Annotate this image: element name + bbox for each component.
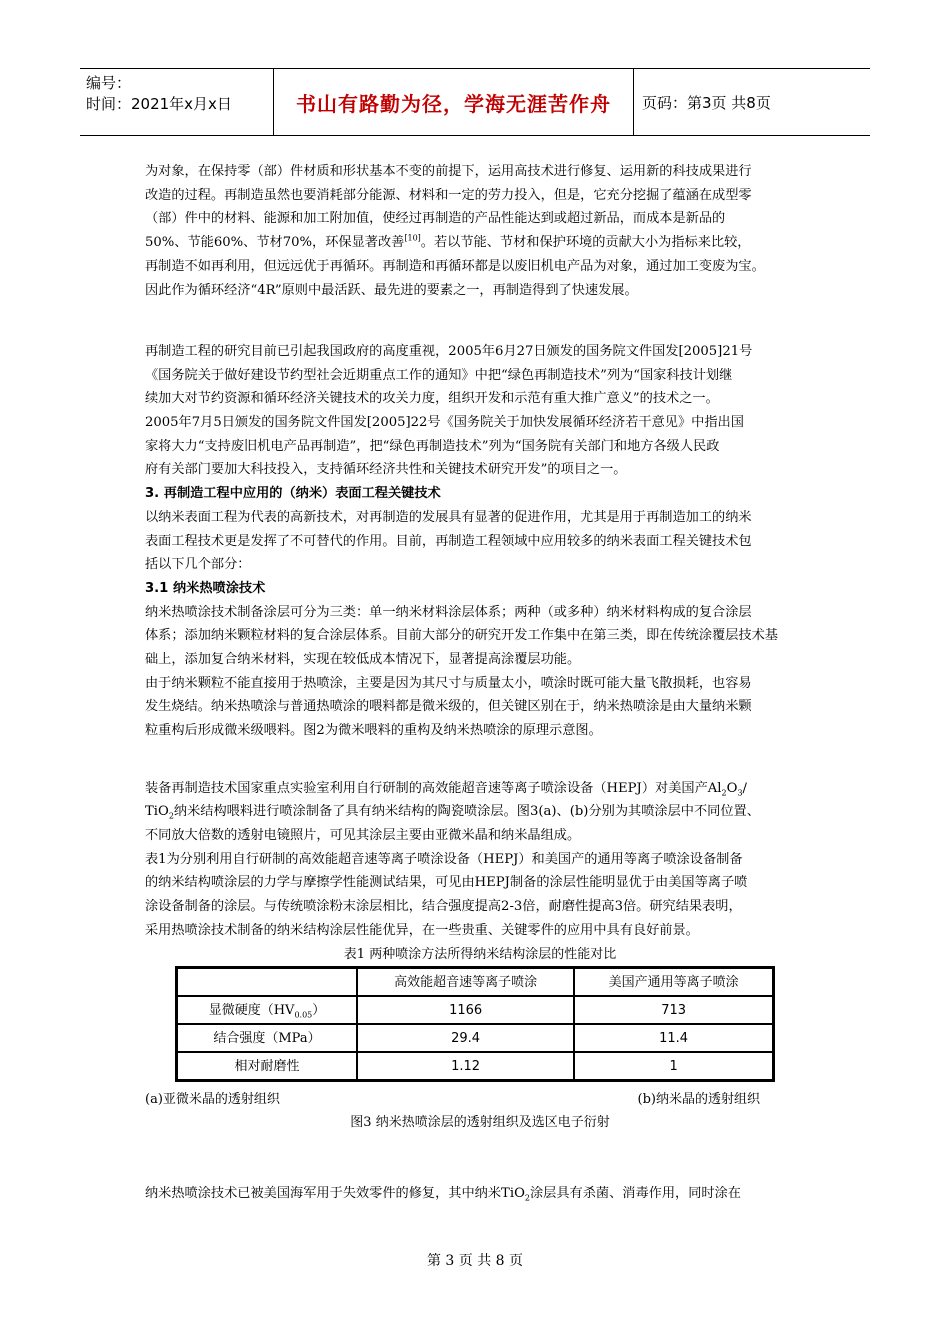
text-line: 续加大对节约资源和循环经济关键技术的攻关力度，组织开发和示范有重大推广意义”的技术之一。 <box>145 391 719 407</box>
text-line: 因此作为循环经济“4R”原则中最活跃、最先进的要素之一，再制造得到了快速发展。 <box>145 282 638 298</box>
table-row-label: 显微硬度$(HV_{0.05})$ <box>177 996 357 1024</box>
text-line: 家将大力“支持废旧机电产品再制造”，把“绿色再制造技术”列为“国务院有关部门和地方各级人民政 <box>145 438 720 454</box>
paragraph-navy-application <box>145 1182 815 1206</box>
table-header-cell: 高效能超音速等离子喷涂 <box>357 968 574 996</box>
text-line: 再制造工程的研究目前已引起我国政府的高度重视，2005年6月27日颁发的国务院文件国发[2005]21号 <box>145 343 753 359</box>
text-line: 纳米热喷涂技术已被美国海军用于失效零件的修复，其中纳米TiO$_2$涂层具有杀菌、消毒作用，同时涂在 <box>145 1186 741 1204</box>
text-line: 表面工程技术更是发挥了不可替代的作用。目前，再制造工程领域中应用较多的纳米表面工程关键技术包 <box>145 533 752 549</box>
text-line: 础上，添加复合纳米材料，实现在较低成本情况下，显著提高涂覆层功能。 <box>145 652 581 668</box>
paragraph-government-policy <box>145 340 815 482</box>
text-line: 粒重构后形成微米级喂料。图2为微米喂料的重构及纳米热喷涂的原理示意图。 <box>145 723 602 739</box>
text-line: 纳米热喷涂技术制备涂层可分为三类：单一纳米材料涂层体系；两种（或多种）纳米材料构成的复合涂层 <box>145 604 752 620</box>
table-row-label: 结合强度（MPa） <box>177 1024 357 1052</box>
figure-subcaption-b: (b)纳米晶的透射组织 <box>637 1092 760 1108</box>
text-line: 装备再制造技术国家重点实验室利用自行研制的高效能超音速等离子喷涂设备（HEPJ）对美国产$Al_2O_3/$ <box>145 780 747 798</box>
text-line: 括以下几个部分： <box>145 557 251 573</box>
page-footer: 第 3 页 共 8 页 <box>426 1253 524 1269</box>
text-line: 表1为分别利用自行研制的高效能超音速等离子喷涂设备（HEPJ）和美国产的通用等离子喷涂设备制备 <box>145 851 743 867</box>
text-line: 的纳米结构喷涂层的力学与摩擦学性能测试结果，可见由HEPJ制备的涂层性能明显优于由美国等离子喷 <box>145 875 748 891</box>
section-heading-3-1: 3.1 纳米热喷涂技术 <box>145 580 266 596</box>
text-line: 2005年7月5日颁发的国务院文件国发[2005]22号《国务院关于加快发展循环经济若干意见》中指出国 <box>145 415 744 431</box>
table-cell: 713 <box>574 996 773 1024</box>
document-number-label: 编号： <box>86 74 132 92</box>
text-line: 50%、节能60%、节材70%，环保显著改善[10]。若以节能、节材和保护环境的贡献大小为指标来比较， <box>145 233 751 251</box>
table-header-cell <box>177 968 357 996</box>
table-row <box>177 1052 773 1080</box>
text-line: 由于纳米颗粒不能直接用于热喷涂，主要是因为其尺寸与质量太小，喷涂时既可能大量飞散损耗，也容易 <box>145 675 752 691</box>
header-page-number: 页码：第3页 共8页 <box>642 93 771 112</box>
header-motto: 书山有路勤为径，学海无涯苦作舟 <box>274 69 634 135</box>
table-cell: 1.12 <box>357 1052 574 1080</box>
table-header-cell: 美国产通用等离子喷涂 <box>574 968 773 996</box>
paragraph-nano-thermal-spray <box>145 601 815 743</box>
text-line: 为对象，在保持零（部）件材质和形状基本不变的前提下，运用高技术进行修复、运用新的科技成果进行 <box>145 164 752 179</box>
table-row <box>177 996 773 1024</box>
document-time-label: 时间：2021年x月x日 <box>86 95 232 113</box>
page-header <box>80 68 870 136</box>
table-cell: 11.4 <box>574 1024 773 1052</box>
document-body <box>145 160 815 1206</box>
header-meta <box>80 69 274 135</box>
figure-subcaptions <box>145 1088 815 1112</box>
table-cell: 1166 <box>357 996 574 1024</box>
citation-ref: [10] <box>404 233 421 243</box>
table-cell: 1 <box>574 1052 773 1080</box>
figure-caption: 图3 纳米热喷涂层的透射组织及选区电子衍射 <box>350 1115 610 1131</box>
section-heading-3: 3. 再制造工程中应用的（纳米）表面工程关键技术 <box>145 486 441 502</box>
performance-table <box>175 966 775 1082</box>
text-line: 体系；添加纳米颗粒材料的复合涂层体系。目前大部分的研究开发工作集中在第三类，即在传统涂覆层技术基 <box>145 628 778 644</box>
table-caption: 表1 两种喷涂方法所得纳米结构涂层的性能对比 <box>343 947 617 963</box>
text-line: 发生烧结。纳米热喷涂与普通热喷涂的喂料都是微米级的，但关键区别在于，纳米热喷涂是由大量纳米颗 <box>145 699 752 715</box>
text-line: 不同放大倍数的透射电镜照片，可见其涂层主要由亚微米晶和纳米晶组成。 <box>145 827 581 843</box>
table-header-row <box>177 968 773 996</box>
table-row <box>177 1024 773 1052</box>
text-line: 改造的过程。再制造虽然也要消耗部分能源、材料和一定的劳力投入，但是，它充分挖掘了蕴涵在成型零 <box>145 187 752 203</box>
paragraph-hepj-experiment <box>145 777 815 943</box>
paragraph-nano-surface-engineering <box>145 506 815 577</box>
text-line: 《国务院关于做好建设节约型社会近期重点工作的通知》中把“绿色再制造技术”列为“国家科技计划继 <box>145 367 733 383</box>
text-line: 涂设备制备的涂层。与传统喷涂粉末涂层相比，结合强度提高2-3倍，耐磨性提高3倍。研究结果表明， <box>145 899 742 915</box>
text-line: 再制造不如再利用，但远远优于再循环。再制造和再循环都是以废旧机电产品为对象，通过加工变废为宝。 <box>145 258 765 274</box>
paragraph-remanufacture-definition <box>145 160 815 302</box>
text-line: 以纳米表面工程为代表的高新技术，对再制造的发展具有显著的促进作用，尤其是用于再制造加工的纳米 <box>145 509 752 525</box>
text-line: 府有关部门要加大科技投入，支持循环经济共性和关键技术研究开发”的项目之一。 <box>145 462 627 478</box>
table-row-label: 相对耐磨性 <box>177 1052 357 1080</box>
text-line: （部）件中的材料、能源和加工附加值，使经过再制造的产品性能达到或超过新品，而成本是新品的 <box>145 211 726 227</box>
text-line: TiO$_2$纳米结构喂料进行喷涂制备了具有纳米结构的陶瓷喷涂层。图3(a)、(b)分别为其喷涂层中不同位置、 <box>145 804 760 821</box>
text-line: 采用热喷涂技术制备的纳米结构涂层性能优异，在一些贵重、关键零件的应用中具有良好前景。 <box>145 922 699 938</box>
table-cell: 29.4 <box>357 1024 574 1052</box>
figure-subcaption-a: (a)亚微米晶的透射组织 <box>145 1092 280 1108</box>
